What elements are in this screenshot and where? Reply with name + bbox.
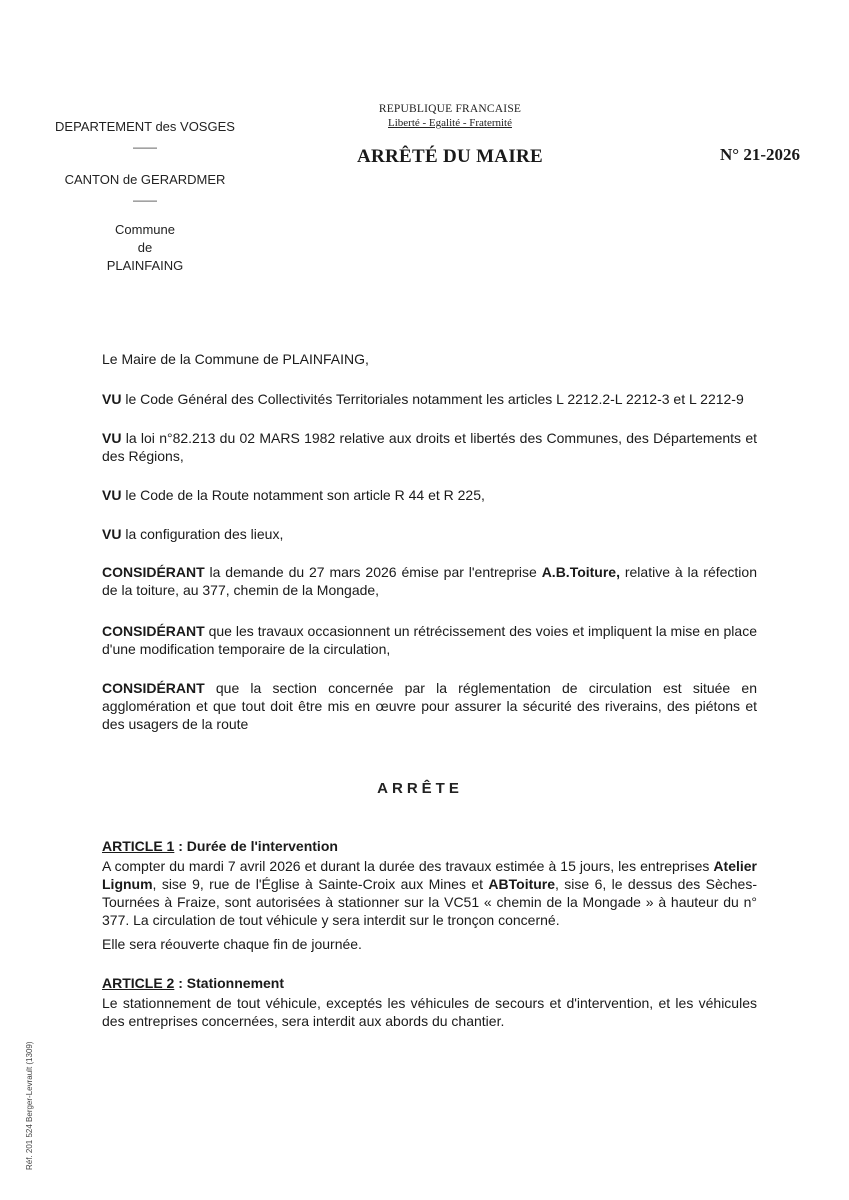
vu-text: la loi n°82.213 du 02 MARS 1982 relative aux droits et libertés des Communes, des Départements et des Régions,: [102, 430, 757, 464]
considerant-text: la demande du 27 mars 2026 émise par l'entreprise: [204, 564, 542, 580]
commune-name: PLAINFAING: [106, 258, 184, 273]
vu-keyword: VU: [102, 430, 122, 446]
considerant-paragraph: [102, 622, 757, 658]
article-2-body: Le stationnement de tout véhicule, exceptés les véhicules de secours et d'intervention, et les véhicules des entreprises concernées, sera interdit aux abords du chantier.: [102, 995, 757, 1029]
company-name: ABToiture: [488, 876, 556, 892]
article-1-text: , sise 6, le dessus des Sèches-Tournées à Fraize, sont autorisées à stationner sur la VC51 « chemin de la Mongade » à hauteur du n° 377. La circulation de tout véhicule y sera interdit sur le tronçon concerné.: [102, 876, 758, 928]
margin-reference: Réf. 201 524 Berger-Levrault (1309): [25, 1041, 34, 1170]
vu-keyword: VU: [102, 526, 122, 542]
considerant-keyword: CONSIDÉRANT: [102, 623, 205, 639]
vu-text: le Code Général des Collectivités Territoriales notamment les articles L 2212.2-L 2212-3 et L 2212-9: [121, 391, 744, 407]
header-separator: ——: [133, 193, 157, 207]
vu-keyword: VU: [102, 391, 122, 407]
considerant-text: que les travaux occasionnent un rétrécissement des voies et impliquent la mise en place d'une modification temporaire de la circulation,: [102, 623, 757, 657]
commune-line-1: Commune: [115, 222, 175, 237]
canton-label: CANTON de GERARDMER: [64, 172, 226, 187]
header-separator: ——: [133, 140, 157, 154]
decree-number: N° 21-2026: [720, 145, 800, 164]
company-name: Atelier Lignum: [102, 858, 757, 892]
republic-motto: Liberté - Egalité - Fraternité: [388, 117, 512, 129]
considerant-keyword: CONSIDÉRANT: [102, 564, 205, 580]
article-1-note: Elle sera réouverte chaque fin de journée.: [102, 936, 362, 952]
vu-keyword: VU: [102, 487, 122, 503]
page-title: ARRÊTÉ DU MAIRE: [356, 146, 544, 167]
arrete-heading: ARRÊTE: [377, 780, 463, 797]
article-1-heading: [102, 838, 757, 854]
considerant-text: que la section concernée par la réglementation de circulation est située en agglomération et que tout doit être mis en œuvre pour assurer la sécurité des riverains, des piétons et des usagers de la route: [102, 680, 757, 732]
intro-paragraph: Le Maire de la Commune de PLAINFAING,: [102, 351, 369, 367]
article-1-label: ARTICLE 1: [102, 838, 175, 854]
article-1-text: A compter du mardi 7 avril 2026 et durant la durée des travaux estimée à 15 jours, les entreprises: [102, 858, 714, 874]
article-2-title: : Stationnement: [174, 975, 285, 991]
considerant-paragraph: [102, 563, 757, 599]
article-2-label: ARTICLE 2: [102, 975, 175, 991]
article-1-title: : Durée de l'intervention: [174, 838, 338, 854]
commune-line-2: de: [137, 240, 153, 255]
department-label: DEPARTEMENT des VOSGES: [55, 119, 235, 134]
vu-text: le Code de la Route notamment son article R 44 et R 225,: [121, 487, 485, 503]
vu-paragraph: [102, 525, 757, 543]
considerant-keyword: CONSIDÉRANT: [102, 680, 205, 696]
considerant-text: relative à la réfection de la toiture, au 377, chemin de la Mongade,: [102, 564, 757, 598]
vu-paragraph: [102, 486, 757, 504]
vu-paragraph: [102, 429, 757, 465]
company-name: A.B.Toiture,: [541, 564, 620, 580]
article-2-heading: [102, 975, 757, 991]
vu-paragraph: [102, 390, 762, 408]
republic-label: REPUBLIQUE FRANCAISE: [378, 103, 522, 115]
considerant-paragraph: [102, 679, 757, 733]
vu-text: la configuration des lieux,: [121, 526, 284, 542]
article-1-body: [102, 857, 757, 929]
article-1-text: , sise 9, rue de l'Église à Sainte-Croix aux Mines et: [152, 876, 489, 892]
